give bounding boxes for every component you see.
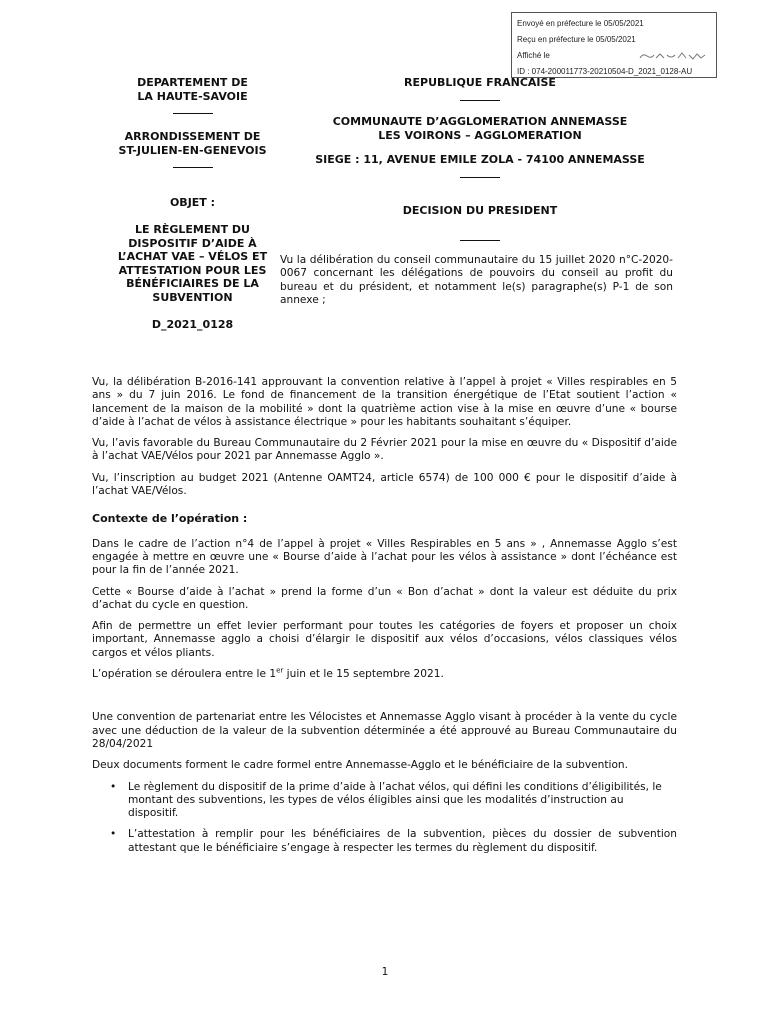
divider xyxy=(173,157,213,168)
department-line2: LA HAUTE-SAVOIE xyxy=(137,89,248,103)
seat-block xyxy=(290,153,670,178)
intro-paragraph: Vu la délibération du conseil communautaire du 15 juillet 2020 n°C-2020-0067 concernant les délégations de pouvoirs du conseil au profit du bureau et du président, et notamment le(s) paragraphe(s) P-1 de son annexe ; xyxy=(280,254,673,306)
paragraph-documents: Deux documents forment le cadre formel entre Annemasse-Agglo et le bénéficiaire de la subvention. xyxy=(92,759,629,772)
object-title xyxy=(95,223,290,304)
paragraph-scope: Afin de permettre un effet levier performant pour toutes les catégories de foyers et proposer un choix important, Annemasse agglo a choisi d’élargir le dispositif aux vélos d’occasions, vélos classiques vélos cargos et vélos pliants. xyxy=(92,620,677,659)
object-line: BÉNÉFICIAIRES DE LA xyxy=(126,277,259,290)
stamp-posted-row xyxy=(517,48,711,64)
page-number: 1 xyxy=(381,966,389,978)
object-line: DISPOSITIF D’AIDE À xyxy=(128,236,257,250)
stamp-sent: Envoyé en préfecture le 05/05/2021 xyxy=(517,19,644,28)
bullet-icon: • xyxy=(110,780,117,793)
list-item xyxy=(92,781,677,821)
stamp-id: ID : 074-200011773-20210504-D_2021_0128-AU xyxy=(517,67,693,76)
decision-title: DECISION DU PRESIDENT xyxy=(402,204,558,217)
object-line: ATTESTATION POUR LES xyxy=(118,263,267,277)
bullet-icon: • xyxy=(110,828,117,841)
dates-end: juin et le 15 septembre 2021. xyxy=(283,668,444,681)
bullet-rules: Le règlement du dispositif de la prime d’aide à l’achat vélos, qui défini les conditions d’éligibilités, le montant des subventions, les types de vélos éligibles ainsi que les modalités d’instruction au dispositif. xyxy=(128,780,662,820)
arrondissement-line1: ARRONDISSEMENT DE xyxy=(124,130,261,143)
paragraph-voucher: Cette « Bourse d’aide à l’achat » prend la forme d’un « Bon d’achat » dont la valeur est déduite du prix d’achat du cycle en question. xyxy=(92,585,677,611)
community-block xyxy=(290,115,670,142)
list-item xyxy=(92,828,677,855)
department-line1: DEPARTEMENT DE xyxy=(137,76,248,89)
paragraph-context: Dans le cadre de l’action n°4 de l’appel à projet « Villes Respirables en 5 ans » , Annemasse Agglo s’est engagée à mettre en œuvre une « Bourse d’aide à l’achat pour les vélos à assistance » dont l’échéance est pour la fin de l’année 2021. xyxy=(92,537,677,577)
prefecture-stamp xyxy=(511,12,717,78)
department-block xyxy=(95,76,290,114)
object-line: LE RÈGLEMENT DU xyxy=(135,223,250,236)
decision-reference: D_2021_0128 xyxy=(151,318,234,331)
dates-start: L’opération se déroulera entre le 1 xyxy=(92,668,277,681)
community-line2: LES VOIRONS – AGGLOMERATION xyxy=(378,128,582,142)
divider xyxy=(173,103,213,114)
object-line: L’ACHAT VAE – VÉLOS ET xyxy=(117,250,268,263)
arrondissement-line2: ST-JULIEN-EN-GENEVOIS xyxy=(118,143,267,157)
arrondissement-block xyxy=(95,130,290,168)
paragraph-partnership: Une convention de partenariat entre les Vélocistes et Annemasse Agglo visant à procéder à la vente du cycle avec une déduction de la valeur de la subvention déterminée a été approuvé au Bureau Communautaire du 28/04/2021 xyxy=(92,711,677,750)
divider xyxy=(460,90,500,101)
paragraph-budget: Vu, l’inscription au budget 2021 (Antenne OAMT24, article 6574) de 100 000 € pour le dispositif d’aide à l’achat VAE/Vélos. xyxy=(92,471,677,498)
paragraph-deliberation: Vu, la délibération B-2016-141 approuvant la convention relative à l’appel à projet « Villes respirables en 5 ans » du 7 juin 2016. Le fond de financement de la transition énergétique de l’Etat soutient l’action « lancement de la maison de la mobilité » dont la quatrième action vise à la mise en œuvre d’une « bourse d’aide à l’achat de vélos à assistance électrique » pour les habitants souhaitant s’équiper. xyxy=(92,376,677,428)
republic-title: REPUBLIQUE FRANCAISE xyxy=(404,76,556,89)
decision-block xyxy=(290,204,670,241)
stamp-posted: Affiché le xyxy=(517,51,550,60)
bullet-attestation: L’attestation à remplir pour les bénéficiaires de la subvention, pièces du dossier de subvention attestant que le bénéficiaire s’engage à respecter les termes du règlement du dispositif. xyxy=(128,828,677,854)
object-label: OBJET : xyxy=(169,196,216,209)
paragraph-bureau-opinion: Vu, l’avis favorable du Bureau Communautaire du 2 Février 2021 pour la mise en œuvre du « Dispositif d’aide à l’achat VAE/Vélos pour 2021 par Annemasse Agglo ». xyxy=(92,437,677,463)
main-body xyxy=(92,376,677,855)
seat-address: SIEGE : 11, AVENUE EMILE ZOLA - 74100 ANNEMASSE xyxy=(315,153,645,166)
paragraph-dates xyxy=(92,668,677,681)
republic-block xyxy=(290,76,670,101)
divider xyxy=(460,218,500,241)
signature-logo xyxy=(638,51,708,61)
object-line: SUBVENTION xyxy=(152,290,233,304)
divider xyxy=(460,167,500,178)
community-line1: COMMUNAUTE D’AGGLOMERATION ANNEMASSE xyxy=(332,115,628,128)
context-heading: Contexte de l’opération : xyxy=(92,512,248,526)
dates-superscript: er xyxy=(276,666,284,675)
stamp-received: Reçu en préfecture le 05/05/2021 xyxy=(517,35,636,44)
